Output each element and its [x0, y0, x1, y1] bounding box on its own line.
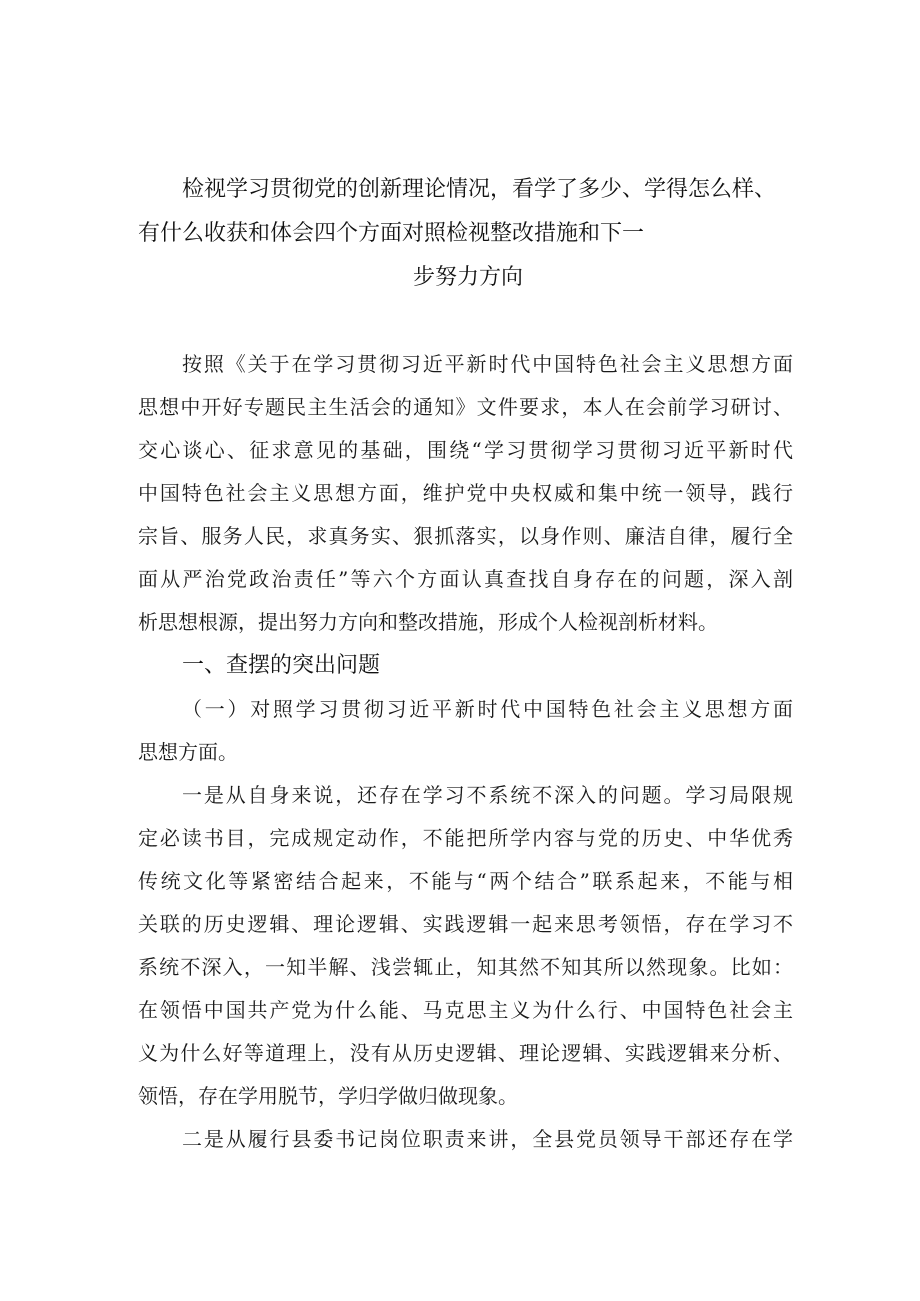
title-line-3: 步努力方向 — [412, 265, 523, 290]
text-line: 一是从自身来说，还存在学习不系统不深入的问题。学习局限规 — [182, 783, 793, 807]
document-title — [138, 168, 798, 300]
text-line: 义为什么好等道理上，没有从历史逻辑、理论逻辑、实践逻辑来分析、 — [138, 1041, 793, 1065]
text-line: 系统不深入，一知半解、浅尝辄止，知其然不知其所以然现象。比如： — [138, 955, 793, 979]
text-line: 领悟，存在学用脱节，学归学做归做现象。 — [138, 1084, 518, 1108]
title-line-2: 有什么收获和体会四个方面对照检视整改措施和下一 — [138, 221, 645, 246]
text-line: 思想方面。 — [138, 740, 238, 764]
text-line: 关联的历史逻辑、理论逻辑、实践逻辑一起来思考领悟，存在学习不 — [138, 912, 793, 936]
text-line: 宗旨、服务人民，求真务实、狠抓落实，以身作则、廉洁自律，履行全 — [138, 524, 793, 548]
text-line: 按照《关于在学习贯彻习近平新时代中国特色社会主义思想方面 — [182, 352, 793, 376]
intro-paragraph — [138, 343, 793, 644]
text-line: 思想中开好专题民主生活会的通知》文件要求，本人在会前学习研讨、 — [138, 395, 793, 419]
text-line: （一）对照学习贯彻习近平新时代中国特色社会主义思想方面 — [182, 697, 793, 721]
text-line: 析思想根源，提出努力方向和整改措施，形成个人检视剖析材料。 — [138, 610, 718, 634]
text-line: 中国特色社会主义思想方面，维护党中央权威和集中统一领导，践行 — [138, 481, 793, 505]
document-body — [138, 343, 793, 1161]
point-two-paragraph — [138, 1118, 793, 1161]
text-line: 定必读书目，完成规定动作，不能把所学内容与党的历史、中华优秀 — [138, 826, 793, 850]
text-line: 面从严治党政治责任”等六个方面认真查找自身存在的问题，深入剖 — [138, 567, 793, 591]
text-line: 传统文化等紧密结合起来，不能与“两个结合”联系起来，不能与相 — [138, 869, 793, 893]
point-one-paragraph — [138, 774, 793, 1118]
section-heading: 一、查摆的突出问题 — [182, 653, 381, 678]
text-line: 二是从履行县委书记岗位职责来讲，全县党员领导干部还存在学 — [182, 1127, 793, 1151]
subsection-paragraph — [138, 688, 793, 774]
text-line: 交心谈心、征求意见的基础，围绕“学习贯彻学习贯彻习近平新时代 — [138, 438, 793, 462]
text-line: 在领悟中国共产党为什么能、马克思主义为什么行、中国特色社会主 — [138, 998, 793, 1022]
title-line-1: 检视学习贯彻党的创新理论情况，看学了多少、学得怎么样、 — [182, 177, 777, 202]
